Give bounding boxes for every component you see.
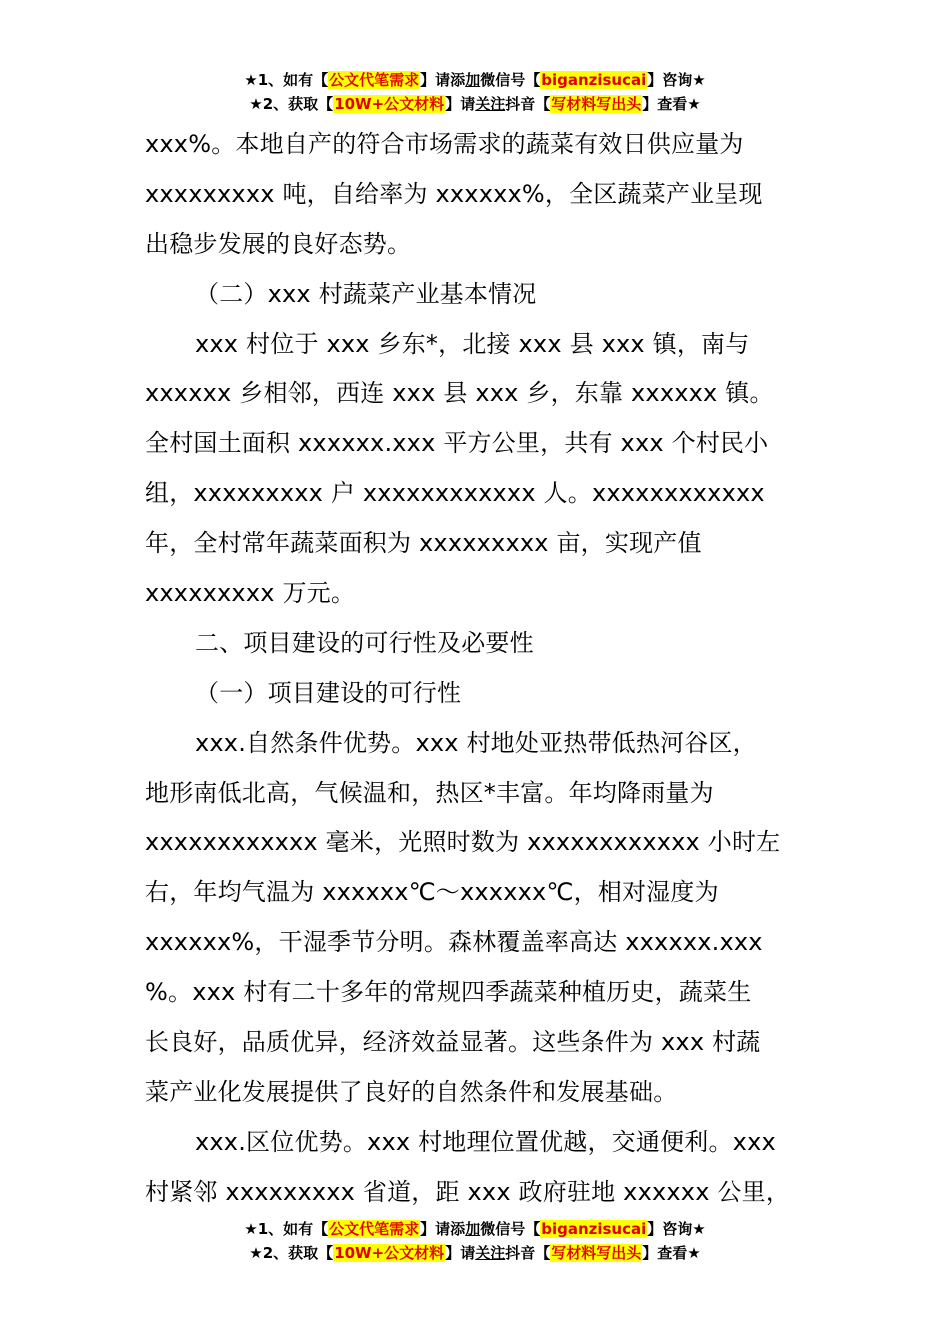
header-banner — [0, 68, 950, 116]
section-heading: 二、项目建设的可行性及必要性 — [195, 628, 534, 657]
footer-banner — [0, 1217, 950, 1265]
text-line: 右，年均气温为 xxxxxx℃～xxxxxx℃，相对湿度为 — [145, 878, 719, 907]
text-line: 组，xxxxxxxxx 户 xxxxxxxxxxxx 人。xxxxxxxxxxxx — [145, 479, 765, 508]
section-heading: （一）项目建设的可行性 — [195, 678, 462, 707]
banner-text: 微信号【 — [480, 1220, 541, 1238]
text-line: xxxxxxxxx 吨，自给率为 xxxxxx%，全区蔬菜产业呈现 — [145, 179, 763, 208]
text-line: xxx.区位优势。xxx 村地理位置优越，交通便利。xxx — [195, 1127, 776, 1156]
text-line: %。xxx 村有二十多年的常规四季蔬菜种植历史，蔬菜生 — [145, 978, 752, 1007]
banner-line-2 — [0, 92, 950, 116]
document-body — [145, 120, 810, 1218]
banner-line-1 — [0, 1217, 950, 1241]
banner-highlight: 10W+公文材料 — [334, 95, 445, 113]
banner-text: ★1、如有【 — [244, 71, 329, 89]
text-line: 全村国土面积 xxxxxx.xxx 平方公里，共有 xxx 个村民小 — [145, 429, 769, 458]
banner-text: 】请添 — [420, 71, 466, 89]
banner-highlight: 公文代笔需求 — [329, 71, 420, 89]
banner-highlight: 10W+公文材料 — [334, 1244, 445, 1262]
banner-text: 抖音【 — [505, 1244, 551, 1262]
text-line: 年，全村常年蔬菜面积为 xxxxxxxxx 亩，实现产值 — [145, 529, 702, 558]
text-line: xxxxxxxxxxxx 毫米，光照时数为 xxxxxxxxxxxx 小时左 — [145, 828, 781, 857]
banner-line-1 — [0, 68, 950, 92]
banner-text: 】请 — [445, 95, 476, 113]
banner-underline: 关注 — [475, 1244, 506, 1262]
text-line: xxx%。本地自产的符合市场需求的蔬菜有效日供应量为 — [145, 130, 744, 158]
banner-underline: 关注 — [475, 95, 506, 113]
text-line: xxxxxx 乡相邻，西连 xxx 县 xxx 乡，东靠 xxxxxx 镇。 — [145, 379, 774, 408]
text-line: 地形南低北高，气候温和，热区*丰富。年均降雨量为 — [145, 778, 714, 807]
banner-underline: 加 — [465, 1220, 481, 1238]
text-line: xxxxxxxxx 万元。 — [145, 579, 356, 608]
banner-text: 】查看★ — [642, 95, 701, 113]
banner-text: ★1、如有【 — [244, 1220, 329, 1238]
text-line: xxxxxx%，干湿季节分明。森林覆盖率高达 xxxxxx.xxx — [145, 928, 763, 957]
text-line: xxx.自然条件优势。xxx 村地处亚热带低热河谷区， — [195, 728, 757, 757]
banner-text: 微信号【 — [480, 71, 541, 89]
banner-highlight: biganzisucai — [541, 71, 647, 89]
text-line: xxx 村位于 xxx 乡东*，北接 xxx 县 xxx 镇，南与 — [195, 329, 750, 358]
banner-highlight: 写材料写出头 — [551, 1244, 642, 1262]
banner-highlight: 写材料写出头 — [551, 95, 642, 113]
banner-underline: 加 — [465, 71, 481, 89]
banner-text: 抖音【 — [505, 95, 551, 113]
banner-text: 】咨询★ — [647, 1220, 706, 1238]
banner-text: ★2、获取【 — [249, 1244, 334, 1262]
banner-line-2 — [0, 1241, 950, 1265]
banner-text: ★2、获取【 — [249, 95, 334, 113]
section-heading: （二）xxx 村蔬菜产业基本情况 — [195, 279, 537, 308]
text-line: 出稳步发展的良好态势。 — [145, 229, 412, 258]
banner-highlight: biganzisucai — [541, 1220, 647, 1238]
banner-text: 】请添 — [420, 1220, 466, 1238]
text-line: 村紧邻 xxxxxxxxx 省道，距 xxx 政府驻地 xxxxxx 公里， — [145, 1177, 791, 1206]
banner-text: 】查看★ — [642, 1244, 701, 1262]
text-line: 菜产业化发展提供了良好的自然条件和发展基础。 — [145, 1077, 678, 1106]
banner-text: 】请 — [445, 1244, 476, 1262]
text-line: 长良好，品质优异，经济效益显著。这些条件为 xxx 村蔬 — [145, 1028, 761, 1057]
banner-text: 】咨询★ — [647, 71, 706, 89]
banner-highlight: 公文代笔需求 — [329, 1220, 420, 1238]
